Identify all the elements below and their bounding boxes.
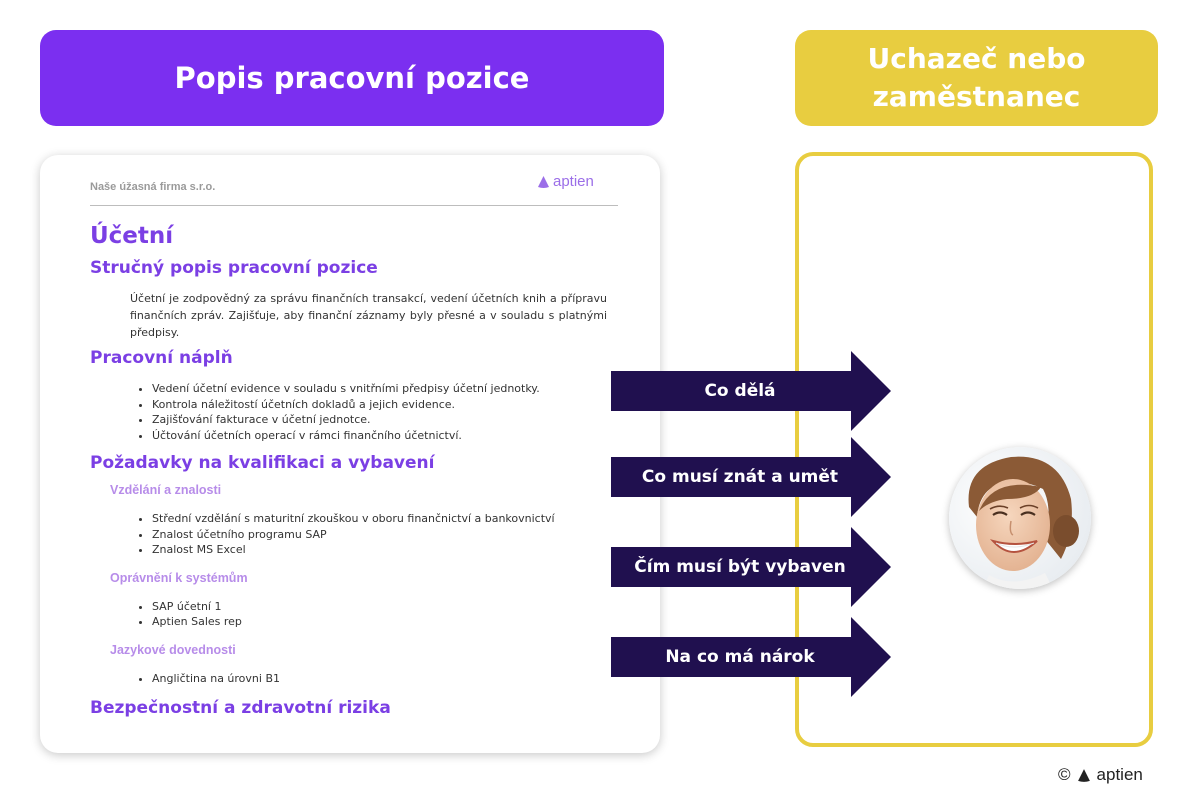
avatar (949, 447, 1091, 589)
document-content (90, 223, 608, 718)
list-item: • Vedení účetní evidence v souladu s vnitřními předpisy účetní jednotky. (152, 381, 608, 397)
logo-text: aptien (553, 173, 594, 190)
aptien-logo-icon (1077, 768, 1091, 783)
systems-heading: Oprávnění k systémům (110, 570, 248, 585)
list-item: • Znalost účetního programu SAP (152, 527, 608, 543)
duties-list (90, 381, 608, 443)
header-candidate (795, 30, 1158, 126)
list-item: • Kontrola náležitostí účetních dokladů a jejich evidence. (152, 397, 608, 413)
list-item: • Střední vzdělání s maturitní zkouškou v oboru finančnictví a bankovnictví (152, 511, 608, 527)
list-item: • Znalost MS Excel (152, 542, 608, 558)
languages-heading: Jazykové dovednosti (110, 642, 236, 657)
arrow-entitlements (611, 617, 891, 697)
summary-heading: Stručný popis pracovní pozice (90, 258, 378, 278)
duties-heading: Pracovní náplň (90, 348, 233, 368)
systems-list (90, 599, 608, 630)
arrow-label: Na co má nárok (665, 647, 815, 667)
company-name: Naše úžasná firma s.r.o. (90, 181, 216, 193)
job-title: Účetní (90, 223, 174, 249)
requirements-heading: Požadavky na kvalifikaci a vybavení (90, 453, 435, 473)
list-item: • Angličtina na úrovni B1 (152, 671, 608, 687)
education-list (90, 511, 608, 558)
document-divider (90, 205, 618, 206)
arrow-label: Co musí znát a umět (641, 467, 839, 487)
list-item: • SAP účetní 1 (152, 599, 608, 615)
document-logo (537, 173, 594, 190)
footer-brand-text: aptien (1096, 765, 1143, 784)
list-item: • Aptien Sales rep (152, 614, 608, 630)
list-item: • Zajišťování fakturace v účetní jednotce. (152, 412, 608, 428)
copyright-symbol: © (1058, 765, 1071, 784)
header-job-description (40, 30, 664, 126)
arrow-what-they-know (611, 437, 891, 517)
arrow-label: Co dělá (704, 381, 776, 401)
education-heading: Vzdělání a znalosti (110, 483, 222, 497)
arrow-label: Čím musí být vybaven (634, 557, 846, 577)
safety-heading: Bezpečnostní a zdravotní rizika (90, 698, 391, 718)
arrow-equipment (611, 527, 891, 607)
job-description-document (40, 155, 660, 753)
summary-text: Účetní je zodpovědný za správu finančních transakcí, vedení účetních knih a přípravu finančních zpráv. Zajišťuje, aby finanční záznamy byly přesné a v souladu s platnými předpisy. (130, 292, 607, 339)
smiling-woman-photo (949, 447, 1091, 589)
header-job-description-title: Popis pracovní pozice (174, 61, 530, 95)
footer-brand (1058, 765, 1143, 785)
list-item: • Účtování účetních operací v rámci finančního účetnictví. (152, 428, 608, 444)
header-candidate-line1: Uchazeč nebo (867, 42, 1086, 75)
arrow-what-they-do (611, 351, 891, 431)
languages-list (90, 671, 608, 687)
header-candidate-line2: zaměstnanec (872, 80, 1081, 113)
aptien-logo-icon (537, 175, 550, 189)
